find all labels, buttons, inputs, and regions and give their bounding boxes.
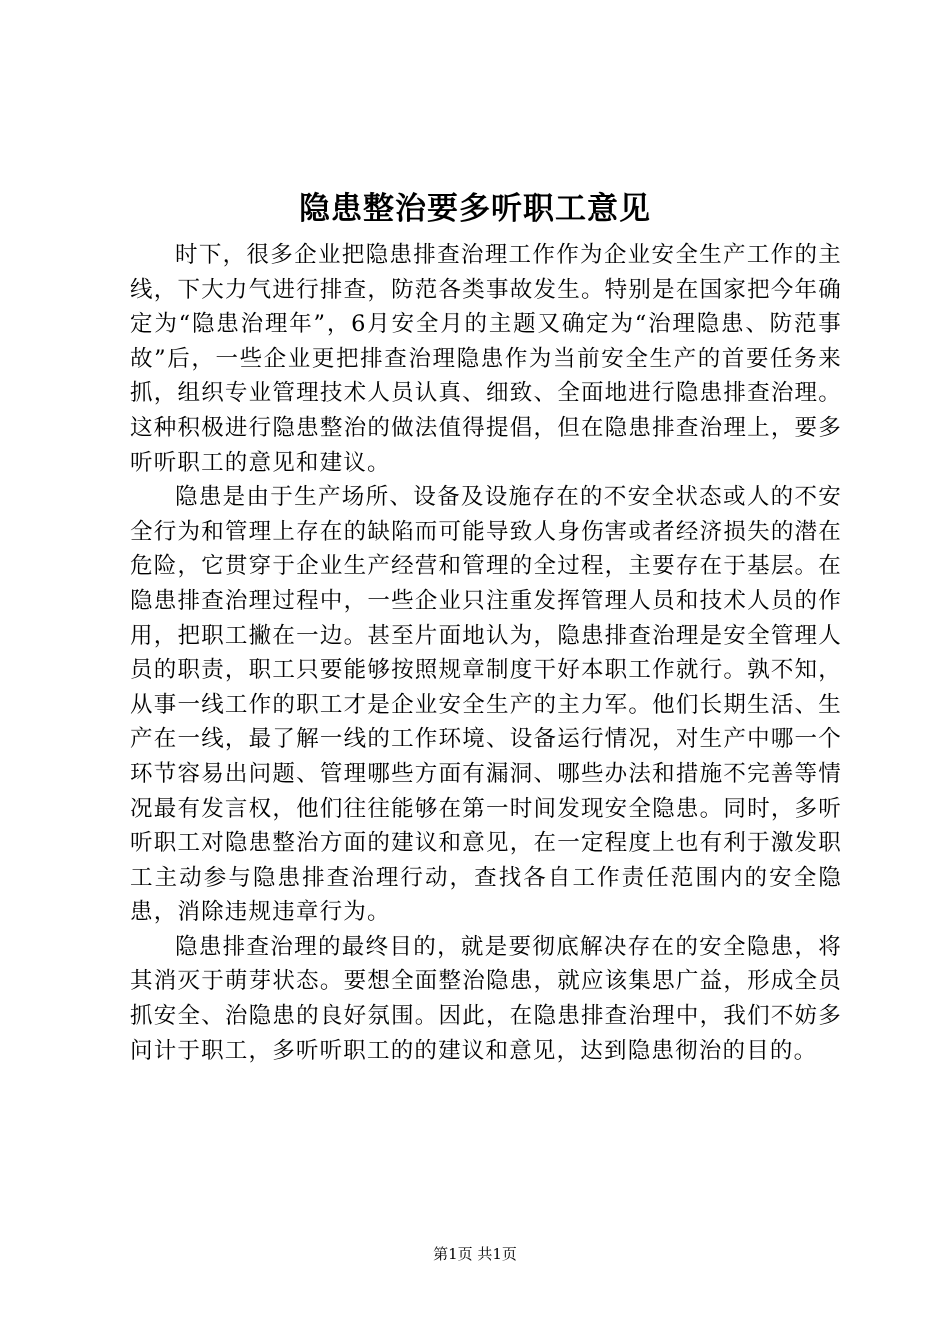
paragraph-1: 时下，很多企业把隐患排查治理工作作为企业安全生产工作的主线，下大力气进行排查，防范各类事故发生。特别是在国家把今年确定为“隐患治理年”，6月安全月的主题又确定为“治理隐患、防范事故”后，一些企业更把排查治理隐患作为当前安全生产的首要任务来抓，组织专业管理技术人员认真、细致、全面地进行隐患排查治理。这种积极进行隐患整治的做法值得提倡，但在隐患排查治理上，要多听听职工的意见和建议。: [130, 242, 842, 476]
page-number-footer: 第1页 共1页: [433, 1245, 517, 1263]
document-body: [130, 238, 842, 1068]
document-title: 隐患整治要多听职工意见: [299, 191, 651, 227]
paragraph-2: 隐患是由于生产场所、设备及设施存在的不安全状态或人的不安全行为和管理上存在的缺陷而可能导致人身伤害或者经济损失的潜在危险，它贯穿于企业生产经营和管理的全过程，主要存在于基层。在隐患排查治理过程中，一些企业只注重发挥管理人员和技术人员的作用，把职工撇在一边。甚至片面地认为，隐患排查治理是安全管理人员的职责，职工只要能够按照规章制度干好本职工作就行。孰不知，从事一线工作的职工才是企业安全生产的主力军。他们长期生活、生产在一线，最了解一线的工作环境、设备运行情况，对生产中哪一个环节容易出问题、管理哪些方面有漏洞、哪些办法和措施不完善等情况最有发言权，他们往往能够在第一时间发现安全隐患。同时，多听听职工对隐患整治方面的建议和意见，在一定程度上也有利于激发职工主动参与隐患排查治理行动，查找各自工作责任范围内的安全隐患，消除违规违章行为。: [130, 484, 842, 926]
paragraph-3: 隐患排查治理的最终目的，就是要彻底解决存在的安全隐患，将其消灭于萌芽状态。要想全面整治隐患，就应该集思广益，形成全员抓安全、治隐患的良好氛围。因此，在隐患排查治理中，我们不妨多问计于职工，多听听职工的的建议和意见，达到隐患彻治的目的。: [130, 933, 842, 1064]
